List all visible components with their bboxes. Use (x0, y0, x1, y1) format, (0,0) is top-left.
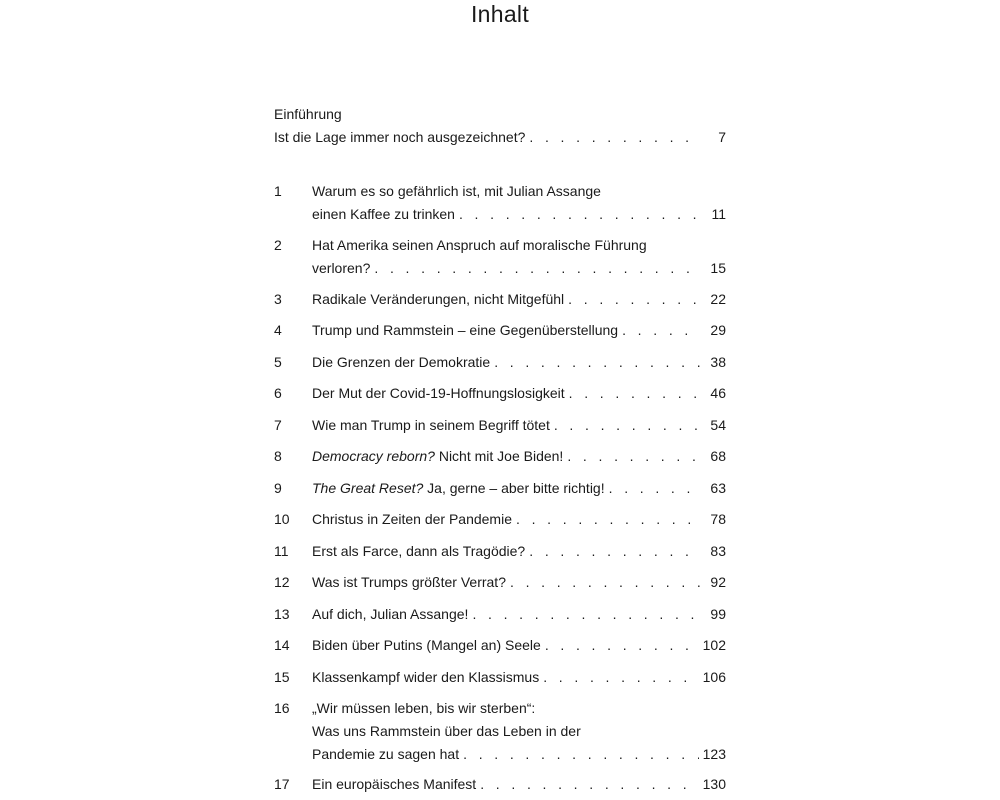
chapter-title: Die Grenzen der Demokratie (312, 354, 491, 370)
chapter-number: 12 (274, 574, 290, 590)
page-number: 123 (702, 746, 726, 762)
leader-dots (459, 203, 700, 226)
page-number: 54 (710, 417, 726, 433)
page-number: 102 (702, 637, 726, 653)
toc-entry (274, 508, 726, 531)
page-number: 15 (710, 260, 726, 276)
leader-dots (567, 445, 700, 468)
page-number: 78 (710, 511, 726, 527)
chapter-title: Was ist Trumps größter Verrat? (312, 574, 506, 590)
chapter-title-italic: Democracy reborn? (312, 448, 435, 464)
leader-dots (480, 773, 698, 796)
toc-entry (274, 697, 726, 766)
toc-entry (274, 571, 726, 594)
page-number: 63 (710, 480, 726, 496)
chapter-title: „Wir müssen leben, bis wir sterben“: (312, 700, 536, 716)
page-number: 38 (710, 354, 726, 370)
leader-dots (529, 540, 700, 563)
leader-dots (510, 571, 700, 594)
page-number: 92 (710, 574, 726, 590)
toc-entry (274, 382, 726, 405)
toc-entry (274, 414, 726, 437)
chapter-title: Christus in Zeiten der Pandemie (312, 511, 512, 527)
toc-entry (274, 445, 726, 468)
chapter-title: Der Mut der Covid-19-Hoffnungslosigkeit (312, 385, 565, 401)
chapter-number: 15 (274, 669, 290, 685)
chapter-number: 1 (274, 183, 282, 199)
leader-dots (609, 477, 700, 500)
leader-dots (545, 634, 699, 657)
leader-dots (622, 319, 700, 342)
leader-dots (568, 288, 700, 311)
leader-dots (472, 603, 700, 626)
toc-entry (274, 773, 726, 796)
chapter-title: Auf dich, Julian Assange! (312, 606, 469, 622)
chapter-title-rest: Nicht mit Joe Biden! (434, 448, 564, 464)
page-number: 106 (702, 669, 726, 685)
chapter-title: Wie man Trump in seinem Begriff tötet (312, 417, 550, 433)
chapter-title-italic: The Great Reset? (312, 480, 424, 496)
toc-entry (274, 234, 726, 280)
page-number: 46 (710, 385, 726, 401)
leader-dots (516, 508, 700, 531)
leader-dots (569, 382, 700, 405)
intro-label: Einführung (274, 106, 342, 122)
chapter-number: 9 (274, 480, 282, 496)
toc-entry (274, 540, 726, 563)
page-title: Inhalt (470, 1, 530, 27)
chapter-title: Trump und Rammstein – eine Gegenüberstellung (312, 322, 619, 338)
chapter-title: Radikale Veränderungen, nicht Mitgefühl (312, 291, 565, 307)
toc-entry (274, 319, 726, 342)
leader-dots (463, 743, 699, 766)
page-number: 99 (710, 606, 726, 622)
toc-intro (274, 103, 726, 159)
page-number: 11 (711, 206, 726, 222)
chapter-number: 5 (274, 354, 282, 370)
chapter-number: 13 (274, 606, 290, 622)
chapter-title: Erst als Farce, dann als Tragödie? (312, 543, 526, 559)
toc-entry (274, 288, 726, 311)
page-number: 83 (710, 543, 726, 559)
chapter-title: Was uns Rammstein über das Leben in der (312, 723, 581, 739)
chapter-title: einen Kaffee zu trinken (312, 206, 455, 222)
chapter-number: 3 (274, 291, 282, 307)
leader-dots (374, 257, 700, 280)
chapter-title: Ein europäisches Manifest (312, 776, 477, 792)
page-number: 22 (710, 291, 726, 307)
chapter-number: 10 (274, 511, 290, 527)
intro-page-number: 7 (718, 129, 726, 145)
toc-entry (274, 351, 726, 374)
leader-dots (529, 126, 700, 149)
chapter-number: 8 (274, 448, 282, 464)
intro-title: Ist die Lage immer noch ausgezeichnet? (274, 129, 526, 145)
leader-dots (543, 666, 698, 689)
chapter-title (312, 445, 563, 468)
leader-dots (554, 414, 700, 437)
chapter-title (312, 477, 605, 500)
leader-dots (494, 351, 700, 374)
chapter-number: 2 (274, 237, 282, 253)
chapter-title: Warum es so gefährlich ist, mit Julian Assange (312, 183, 601, 199)
toc-entry (274, 666, 726, 689)
toc-entry (274, 603, 726, 626)
chapter-number: 6 (274, 385, 282, 401)
toc-entry (274, 477, 726, 500)
chapter-title: verloren? (312, 260, 371, 276)
chapter-number: 14 (274, 637, 290, 653)
chapter-title: Pandemie zu sagen hat (312, 746, 460, 762)
chapter-title: Biden über Putins (Mangel an) Seele (312, 637, 541, 653)
chapter-title-rest: Ja, gerne – aber bitte richtig! (423, 480, 605, 496)
page-number: 29 (710, 322, 726, 338)
page-number: 68 (710, 448, 726, 464)
table-of-contents (274, 103, 726, 792)
chapter-number: 7 (274, 417, 282, 433)
chapter-number: 16 (274, 700, 290, 716)
toc-entry (274, 180, 726, 226)
chapter-number: 4 (274, 322, 282, 338)
page-number: 130 (702, 776, 726, 792)
chapter-number: 17 (274, 776, 290, 792)
chapter-title: Klassenkampf wider den Klassismus (312, 669, 540, 685)
toc-entry (274, 634, 726, 657)
chapter-number: 11 (274, 543, 289, 559)
chapter-title: Hat Amerika seinen Anspruch auf moralische Führung (312, 237, 647, 253)
